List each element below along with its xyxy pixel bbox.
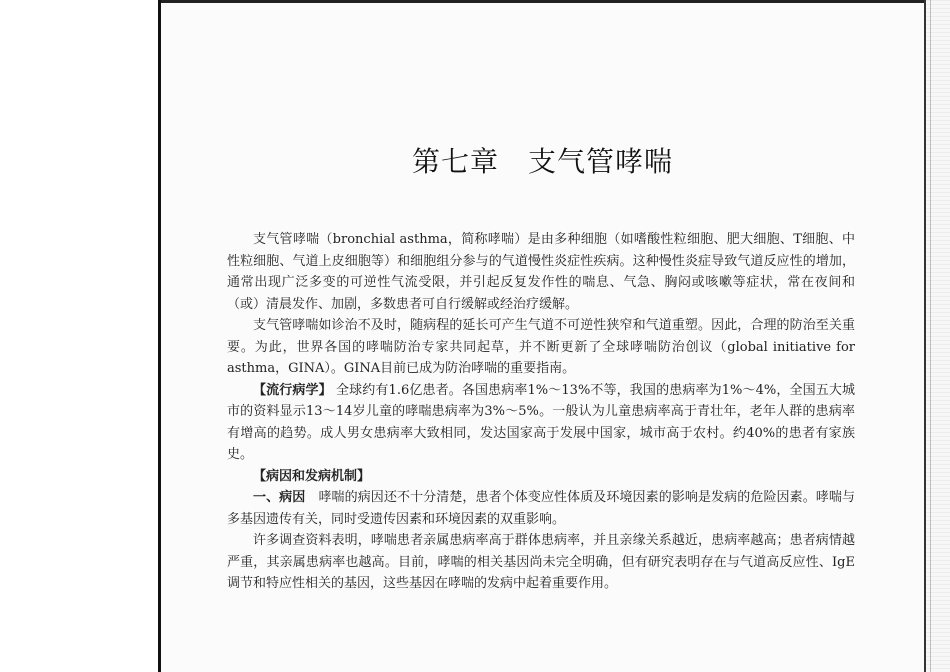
paragraph [227, 466, 855, 488]
paragraph [227, 530, 855, 595]
paragraph-text: 哮喘的病因还不十分清楚，患者个体变应性体质及环境因素的影响是发病的危险因素。哮喘与多基因遗传有关，同时受遗传因素和环境因素的双重影响。 [227, 490, 855, 527]
section-heading-etiology: 【病因和发病机制】 [253, 468, 371, 484]
paragraph [227, 380, 855, 466]
paragraph-text: 全球约有1.6亿患者。各国患病率1%～13%不等，我国的患病率为1%～4%，全国五大城市的资料显示13～14岁儿童的哮喘患病率为3%～5%。一般认为儿童患病率高于青壮年，老年人群的患病率有增高的趋势。成人男女患病率大致相同，发达国家高于发展中国家，城市高于农村。约40%的患者有家族史。 [227, 382, 855, 462]
paragraph [227, 487, 855, 530]
chapter-title: 第七章 支气管哮喘 [411, 145, 673, 178]
paragraph-text: 支气管哮喘如诊治不及时，随病程的延长可产生气道不可逆性狭窄和气道重塑。因此，合理的防治至关重要。为此，世界各国的哮喘防治专家共同起草，并不断更新了全球哮喘防治创议（global initiative for asthma，GINA）。GINA目前已成为防治哮喘的重要指南。 [227, 318, 855, 376]
paragraph [227, 229, 855, 315]
document-page [161, 3, 924, 672]
viewer-left-margin [0, 0, 158, 672]
scrollbar-track[interactable] [926, 0, 950, 672]
paragraph-text: 许多调查资料表明，哮喘患者亲属患病率高于群体患病率，并且亲缘关系越近，患病率越高；患者病情越严重，其亲属患病率也越高。目前，哮喘的相关基因尚未完全明确，但有研究表明存在与气道高反应性、IgE调节和特应性相关的基因，这些基因在哮喘的发病中起着重要作用。 [227, 533, 855, 591]
paragraph [227, 315, 855, 380]
paragraph-text: 支气管哮喘（bronchial asthma，简称哮喘）是由多种细胞（如嗜酸性粒细胞、肥大细胞、T细胞、中性粒细胞、气道上皮细胞等）和细胞组分参与的气道慢性炎症性疾病。这种慢性炎症导致气道反应性的增加，通常出现广泛多变的可逆性气流受限，并引起反复发作性的喘息、气急、胸闷或咳嗽等症状，常在夜间和（或）清晨发作、加剧，多数患者可自行缓解或经治疗缓解。 [227, 232, 855, 312]
section-heading-epidemiology: 【流行病学】 [253, 382, 332, 398]
body-text [227, 229, 855, 595]
subheading-cause: 一、病因 [253, 490, 306, 505]
